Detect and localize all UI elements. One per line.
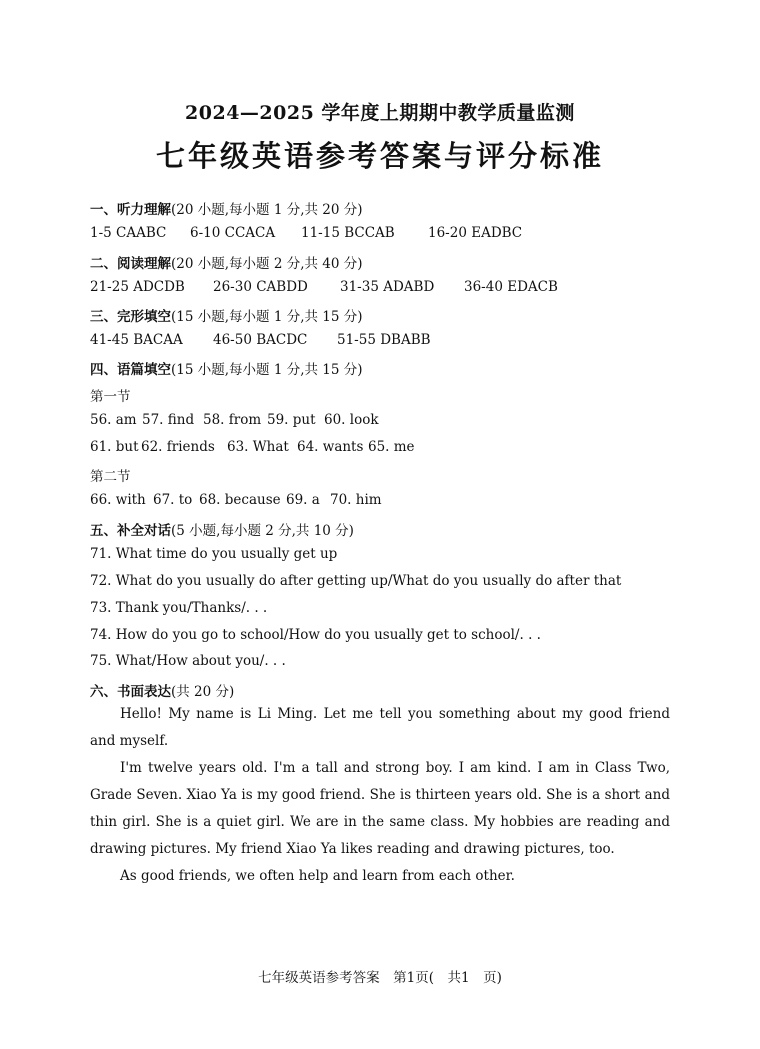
document-title: 七年级英语参考答案与评分标准 — [155, 139, 604, 173]
dialogue-answer: 72. What do you usually do after getting up/What do you usually do after that — [90, 573, 622, 589]
answer-group: 41-45 BACAA — [90, 332, 183, 348]
answer-item: 59. put — [267, 412, 316, 428]
part-2-label: 第二节 — [90, 469, 131, 485]
page-footer: 七年级英语参考答案 第1页( 共1 页) — [258, 970, 502, 986]
dialogue-answer: 75. What/How about you/. . . — [90, 653, 286, 669]
part-2-row-1 — [90, 492, 382, 508]
essay-paragraph: As good friends, we often help and learn from each other. — [120, 868, 515, 884]
answer-group: 11-15 BCCAB — [301, 225, 395, 241]
section-heading-text: 一、听力理解 — [90, 202, 171, 218]
section-score-note: (20 小题,每小题 2 分,共 40 分) — [171, 256, 363, 272]
section-3-answers — [90, 332, 431, 348]
answer-group: 21-25 ADCDB — [90, 279, 185, 295]
part-1-row-1 — [90, 412, 379, 428]
part-1-label: 第一节 — [90, 389, 131, 405]
section-5-heading — [90, 519, 354, 539]
section-2-answers — [90, 279, 558, 295]
section-6-heading — [90, 680, 234, 700]
section-heading-text: 三、完形填空 — [90, 309, 171, 325]
answer-group: 36-40 EDACB — [464, 279, 558, 295]
dialogue-answer: 71. What time do you usually get up — [90, 546, 338, 562]
answer-group: 51-55 DBABB — [337, 332, 431, 348]
answer-item: 70. him — [330, 492, 382, 508]
answer-item: 67. to — [153, 492, 193, 508]
answer-item: 58. from — [203, 412, 262, 428]
answer-item: 69. a — [286, 492, 320, 508]
answer-item: 64. wants — [297, 439, 364, 455]
answer-item: 56. am — [90, 412, 137, 428]
dialogue-answer: 73. Thank you/Thanks/. . . — [90, 600, 268, 616]
answer-item: 60. look — [324, 412, 379, 428]
section-1-heading — [90, 198, 363, 218]
answer-group: 46-50 BACDC — [213, 332, 308, 348]
answer-group: 26-30 CABDD — [213, 279, 308, 295]
section-score-note: (共 20 分) — [171, 684, 235, 700]
section-2-heading — [90, 252, 363, 272]
answer-group: 1-5 CAABC — [90, 225, 167, 241]
answer-item: 65. me — [368, 439, 415, 455]
answer-item: 62. friends — [141, 439, 215, 455]
part-1-row-2 — [90, 439, 415, 455]
answer-item: 61. but — [90, 439, 139, 455]
exam-title: 2024—2025 学年度上期期中教学质量监测 — [185, 102, 575, 124]
section-3-heading — [90, 305, 363, 325]
section-heading-text: 五、补全对话 — [90, 523, 171, 539]
answer-item: 66. with — [90, 492, 146, 508]
section-score-note: (15 小题,每小题 1 分,共 15 分) — [171, 362, 363, 378]
section-score-note: (15 小题,每小题 1 分,共 15 分) — [171, 309, 363, 325]
essay-paragraph: Hello! My name is Li Ming. Let me tell you something about my good friend and myself. — [90, 706, 670, 749]
section-heading-text: 六、书面表达 — [90, 684, 171, 700]
section-score-note: (5 小题,每小题 2 分,共 10 分) — [171, 523, 354, 539]
section-4-heading — [90, 358, 363, 378]
answer-item: 63. What — [227, 439, 289, 455]
section-score-note: (20 小题,每小题 1 分,共 20 分) — [171, 202, 363, 218]
dialogue-answer: 74. How do you go to school/How do you usually get to school/. . . — [90, 627, 541, 643]
answer-group: 6-10 CCACA — [190, 225, 276, 241]
answer-group: 31-35 ADABD — [340, 279, 435, 295]
section-heading-text: 二、阅读理解 — [90, 256, 171, 272]
sample-essay — [90, 701, 670, 890]
answer-group: 16-20 EADBC — [428, 225, 523, 241]
section-heading-text: 四、语篇填空 — [90, 362, 171, 378]
section-1-answers — [90, 225, 522, 241]
essay-paragraph: I'm twelve years old. I'm a tall and strong boy. I am kind. I am in Class Two, Grade Seven. Xiao Ya is my good friend. She is thirteen years old. She is a short and thin girl. She is a quiet girl. We are in the same class. My hobbies are reading and drawing pictures. My friend Xiao Ya likes reading and drawing pictures, too. — [90, 760, 670, 857]
answer-item: 68. because — [199, 492, 281, 508]
answer-item: 57. find — [142, 412, 195, 428]
